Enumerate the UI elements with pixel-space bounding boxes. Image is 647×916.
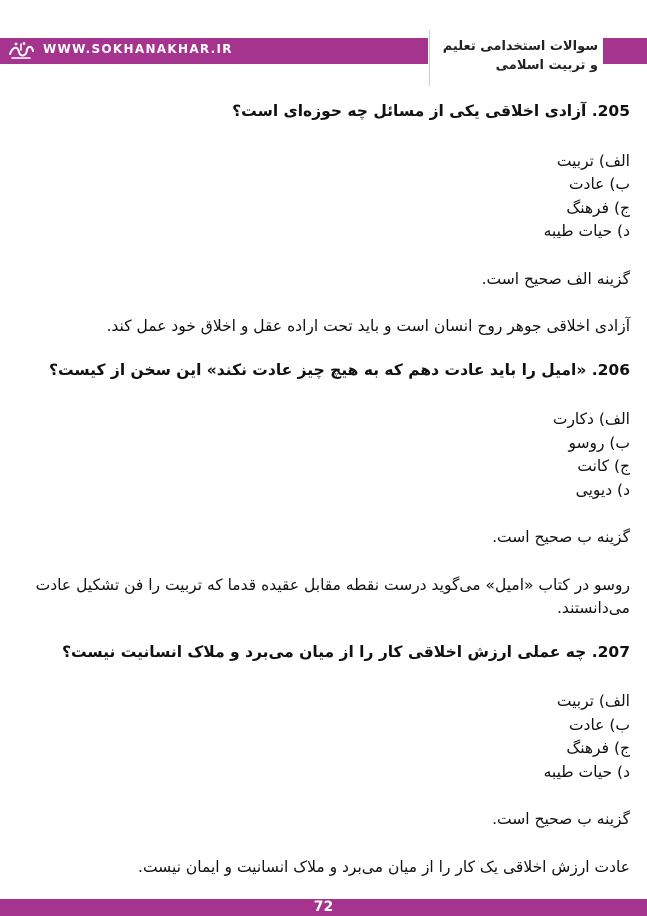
page-header (0, 0, 647, 90)
option-item: د) دیویی (575, 480, 630, 499)
page-number: 72 (313, 899, 334, 915)
question-text: 207. چه عملی ارزش اخلاقی کار را از میان می‌برد و ملاک انسانیت نیست؟ (62, 642, 630, 661)
answer-text: گزینه ب صحیح است. (492, 810, 630, 828)
option-item: ج) فرهنگ (566, 739, 630, 757)
options-list (30, 408, 630, 502)
book-title (440, 37, 598, 75)
book-title-line-2: و تربیت اسلامی (495, 58, 598, 73)
option-item: الف) تربیت (556, 692, 630, 710)
answer-text: گزینه الف صحیح است. (481, 269, 630, 288)
explanation-text: روسو در کتاب «امیل» می‌گوید درست نقطه مقابل عقیده قدما که تربیت را فن تشکیل عادت می‌دانستند. (35, 575, 630, 617)
header-divider (429, 30, 430, 86)
header-accent-bar-right (603, 38, 647, 64)
question-text: 206. «امیل را باید عادت دهم که به هیچ چیز عادت نکند» این سخن از کیست؟ (49, 360, 630, 379)
option-item: ب) عادت (568, 175, 630, 193)
book-title-line-1: سوالات استخدامی تعلیم (442, 39, 598, 54)
question-text: 205. آزادی اخلاقی یکی از مسائل چه حوزه‌ای است؟ (232, 102, 630, 120)
option-item: ج) کانت (577, 457, 630, 475)
option-item: ب) روسو (568, 433, 630, 452)
option-item: الف) دکارت (552, 410, 630, 428)
site-url[interactable]: WWW.SOKHANAKHAR.IR (43, 42, 233, 56)
answer-text: گزینه ب صحیح است. (492, 528, 630, 546)
explanation-text: آزادی اخلاقی جوهر روح انسان است و باید تحت اراده عقل و اخلاق خود عمل کند. (106, 317, 630, 335)
sokhan-akhar-logo-icon (6, 40, 36, 62)
options-list (30, 150, 630, 244)
option-item: د) حیات طیبه (543, 762, 630, 781)
option-item: الف) تربیت (556, 151, 630, 170)
explanation-text: عادت ارزش اخلاقی یک کار را از میان می‌برد و ملاک انسانیت و ایمان نیست. (138, 857, 630, 876)
option-item: ب) عادت (568, 715, 630, 734)
page-content (30, 100, 630, 899)
option-item: ج) فرهنگ (566, 198, 630, 217)
options-list (30, 690, 630, 784)
option-item: د) حیات طیبه (543, 222, 630, 240)
